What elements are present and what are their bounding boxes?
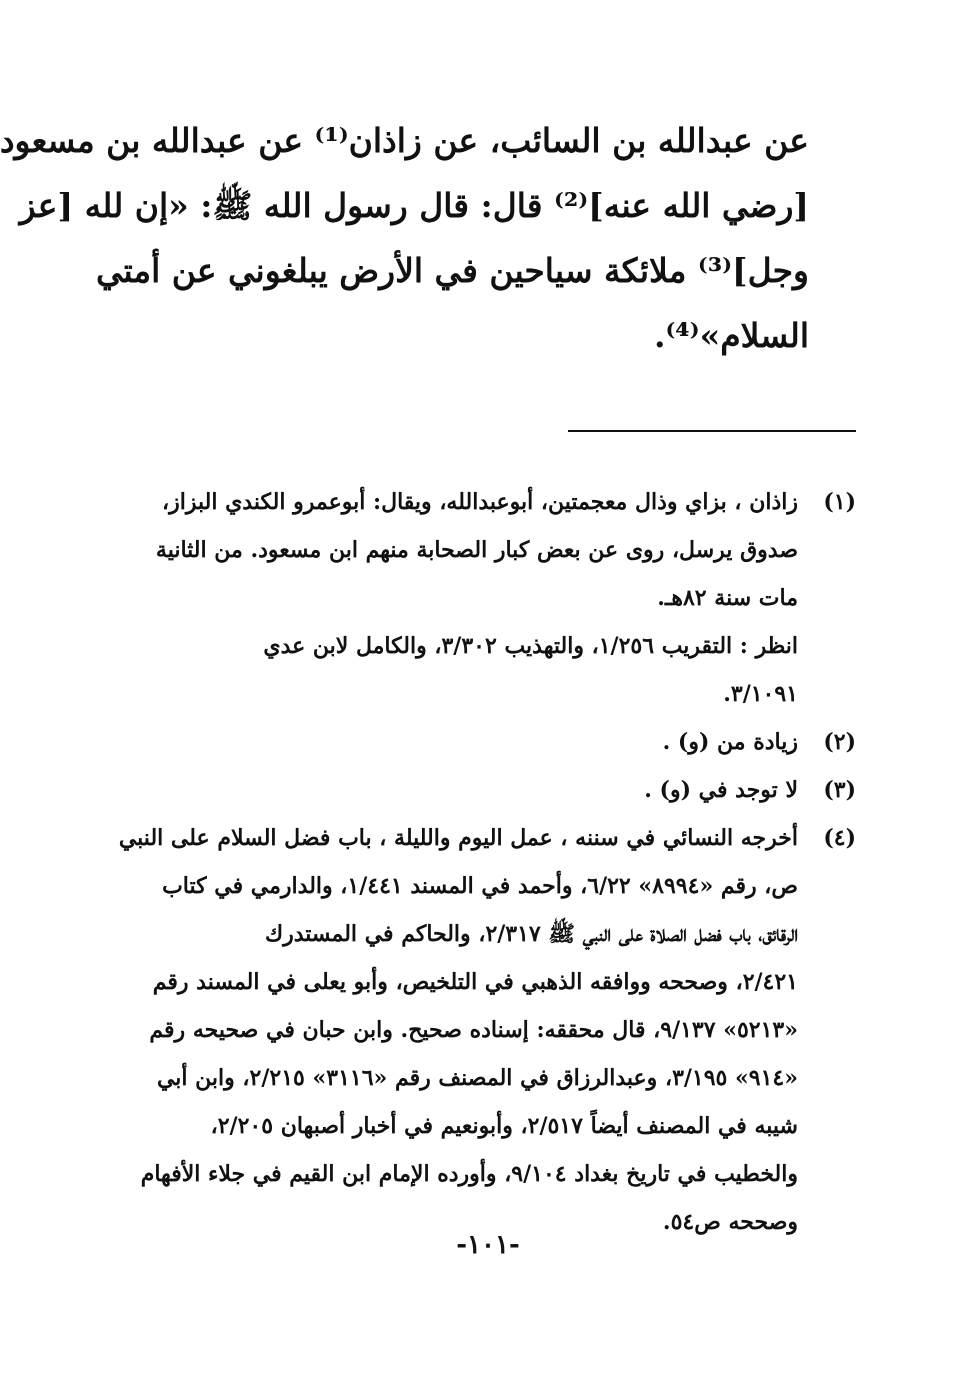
footnote-number: (٢)	[823, 729, 856, 755]
footnote-number: (٣)	[823, 777, 856, 803]
footnote-line: «٩١٤» ٣/١٩٥، وعبدالرزاق في المصنف رقم «٣١١٦» ٢/٢١٥، وابن أبي	[156, 1065, 798, 1091]
footnote-divider	[568, 430, 856, 432]
footnote-line: ٣/١٠٩١.	[723, 681, 798, 707]
footnote-line: ص، رقم «٨٩٩٤» ٦/٢٢، وأحمد في المسند ١/٤٤١، والدارمي في كتاب	[162, 873, 798, 899]
footnote-line: مات سنة ٨٢هـ.	[657, 585, 798, 611]
footnote-line: أخرجه النسائي في سننه ، عمل اليوم والليلة ، باب فضل السلام على النبي	[118, 825, 798, 851]
footnote-body	[138, 766, 798, 814]
footnote-2	[138, 718, 856, 766]
footnote-line: لا توجد في (و) .	[644, 777, 798, 803]
footnote-3	[138, 766, 856, 814]
main-text-line: وجل]⁽³⁾ ملائكة سياحين في الأرض يبلغوني عن أمتي	[95, 251, 809, 290]
footnote-line: زاذان ، بزاي وذال معجمتين، أبوعبدالله، ويقال: أبوعمرو الكندي البزاز،	[162, 489, 798, 515]
footnote-line: ٢/٤٢١، وصححه ووافقه الذهبي في التلخيص، وأبو يعلى في المسند رقم	[152, 969, 798, 995]
main-text-line: [رضي الله عنه]⁽²⁾ قال: قال رسول الله ﷺ: «إن لله [عز	[19, 186, 809, 225]
footnote-number: (١)	[823, 489, 856, 515]
footnotes	[118, 478, 856, 1246]
footnote-body	[138, 478, 798, 718]
footnote-line: زيادة من (و) .	[662, 729, 798, 755]
main-text	[0, 108, 809, 368]
page-number: -١٠١-	[456, 1230, 520, 1260]
footnote-line: شيبه في المصنف أيضاً ٢/٥١٧، وأبونعيم في أخبار أصبهان ٢/٢٠٥،	[210, 1113, 798, 1139]
footnote-line: والخطيب في تاريخ بغداد ٩/١٠٤، وأورده الإمام ابن القيم في جلاء الأفهام	[140, 1161, 798, 1187]
footnote-body	[138, 718, 798, 766]
main-text-line: السلام»⁽⁴⁾.	[653, 316, 809, 355]
footnote-1	[138, 478, 856, 718]
footnote-line: الرقائق، باب فضل الصلاة على النبي ﷺ ٢/٣١٧، والحاكم في المستدرك	[264, 921, 798, 947]
footnote-line: «٥٢١٣» ٩/١٣٧، قال محققه: إسناده صحيح. وابن حبان في صحيحه رقم	[149, 1017, 798, 1043]
footnote-line: وصححه ص٥٤.	[662, 1209, 798, 1235]
main-text-line: عن عبدالله بن السائب، عن زاذان⁽¹⁾ عن عبدالله بن مسعود	[0, 121, 809, 160]
footnote-line: انظر : التقريب ١/٢٥٦، والتهذيب ٣/٣٠٢، والكامل لابن عدي	[263, 633, 798, 659]
footnote-body	[118, 814, 798, 1246]
footnote-4	[118, 814, 856, 1246]
footnote-line: صدوق يرسل، روى عن بعض كبار الصحابة منهم ابن مسعود. من الثانية	[155, 537, 798, 563]
footnote-number: (٤)	[823, 825, 856, 851]
